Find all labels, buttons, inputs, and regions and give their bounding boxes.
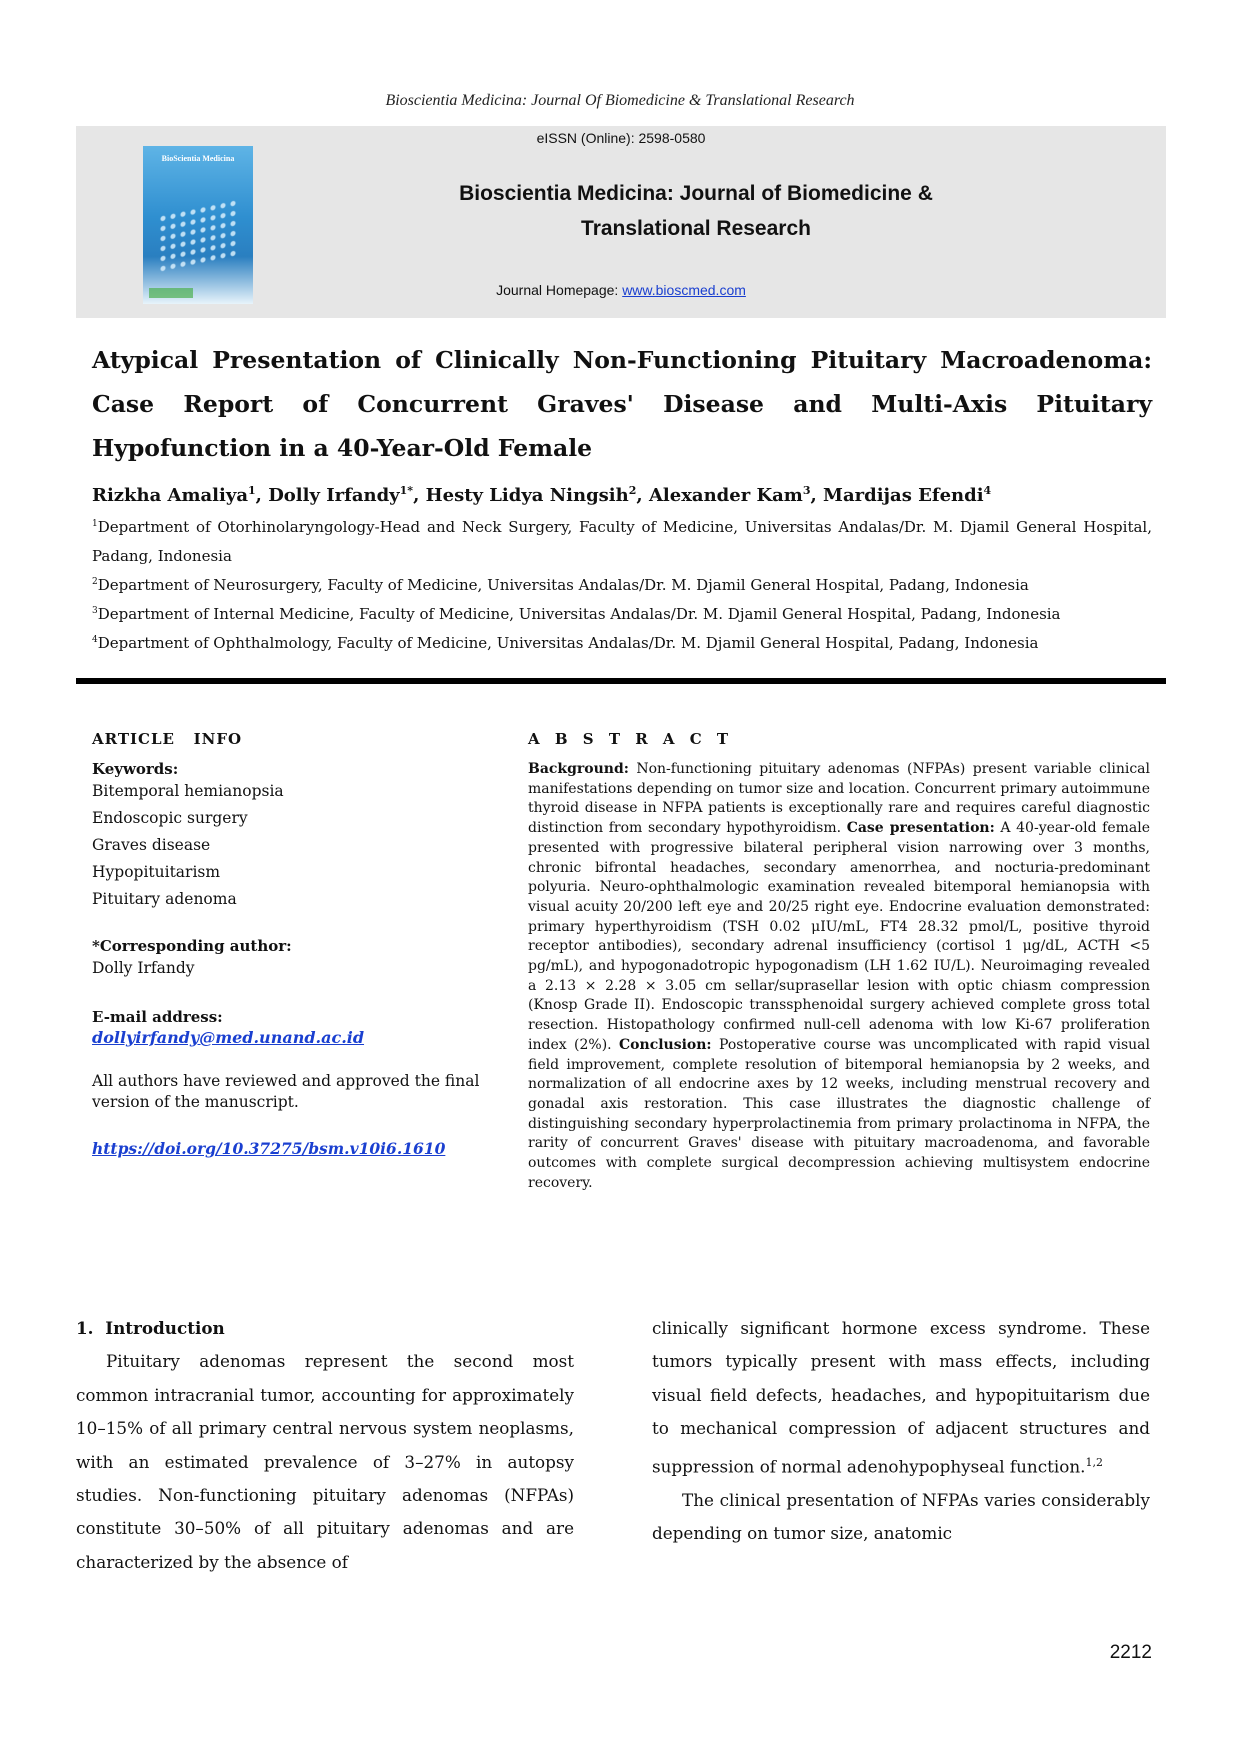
keyword-item: Pituitary adenoma bbox=[92, 890, 237, 908]
author-affiliation-marker: 2 bbox=[628, 484, 637, 497]
case-label: Case presentation: bbox=[846, 820, 995, 837]
journal-name bbox=[306, 176, 1086, 246]
cover-graphic bbox=[158, 197, 238, 274]
affiliation-4: $^4$Department of Ophthalmology, Faculty of Medicine, Universitas Andalas/Dr. M. Djamil General Hospital, Padang, Indonesia bbox=[92, 634, 1039, 652]
abstract-body bbox=[528, 760, 1150, 1193]
affiliation-3: $^3$Department of Internal Medicine, Faculty of Medicine, Universitas Andalas/Dr. M. Djamil General Hospital, Padang, Indonesia bbox=[92, 605, 1061, 623]
approval-note: All authors have reviewed and approved the final version of the manuscript. bbox=[92, 1072, 480, 1111]
author-affiliation-marker: 1 bbox=[247, 484, 256, 497]
cover-title: BioScientia Medicina bbox=[161, 154, 235, 163]
author-name: Mardijas Efendi bbox=[823, 485, 984, 506]
section-number: 1. bbox=[76, 1318, 94, 1338]
journal-banner bbox=[76, 126, 1166, 318]
keyword-item: Graves disease bbox=[92, 836, 211, 854]
eissn: eISSN (Online): 2598-0580 bbox=[536, 130, 706, 146]
journal-cover-image bbox=[143, 146, 253, 304]
author-name: Rizkha Amaliya bbox=[92, 485, 248, 506]
homepage-label: Journal Homepage: bbox=[496, 282, 623, 298]
author-affiliation-marker: 1* bbox=[399, 484, 414, 497]
article-info-heading: ARTICLE INFO bbox=[92, 730, 243, 748]
corresponding-label: *Corresponding author: bbox=[92, 937, 292, 955]
background-label: Background: bbox=[528, 761, 629, 777]
email-link[interactable]: dollyirfandy@med.unand.ac.id bbox=[92, 1028, 365, 1047]
background-text: Non-functioning pituitary adenomas (NFPAs) present variable clinical manifestations depending on tumor size and location. Concurrent primary autoimmune thyroid disease in NFPA patients is exceptionally rare and requires careful diagnostic distinction from secondary hypothyroidism. bbox=[528, 761, 1150, 837]
author-name: Alexander Kam bbox=[648, 485, 803, 506]
keyword-item: Hypopituitarism bbox=[92, 863, 221, 881]
doi-link[interactable]: https://doi.org/10.37275/bsm.v10i6.1610 bbox=[92, 1139, 446, 1158]
intro-paragraph-3: The clinical presentation of NFPAs varies considerably depending on tumor size, anatomic bbox=[652, 1489, 1150, 1544]
body-column-left bbox=[76, 1312, 574, 1579]
section-divider bbox=[76, 678, 1166, 684]
keyword-item: Bitemporal hemianopsia bbox=[92, 782, 284, 800]
keyword-list bbox=[92, 778, 492, 913]
author-name: Dolly Irfandy bbox=[268, 485, 400, 506]
section-title: Introduction bbox=[105, 1318, 225, 1338]
journal-name-line1: Bioscientia Medicina: Journal of Biomedicine & bbox=[459, 182, 933, 205]
intro-paragraph-1: Pituitary adenomas represent the second most common intracranial tumor, accounting for approximately 10–15% of all primary central nervous system neoplasms, with an estimated prevalence of 3–27% in autopsy studies. Non-functioning pituitary adenomas (NFPAs) constitute 30–50% of all pituitary adenomas and are characterized by the absence of bbox=[76, 1351, 574, 1572]
abstract bbox=[528, 730, 1150, 1193]
abstract-heading: A B S T R A C T bbox=[528, 730, 734, 748]
article-info bbox=[92, 730, 492, 1158]
affiliation-2: $^2$Department of Neurosurgery, Faculty of Medicine, Universitas Andalas/Dr. M. Djamil General Hospital, Padang, Indonesia bbox=[92, 576, 1029, 594]
page-number: 2212 bbox=[1109, 1642, 1152, 1663]
section-heading bbox=[76, 1312, 574, 1345]
body-column-right bbox=[652, 1312, 1150, 1550]
corresponding-name: Dolly Irfandy bbox=[92, 959, 195, 977]
author-affiliation-marker: 3 bbox=[802, 484, 811, 497]
conclusion-label: Conclusion: bbox=[619, 1036, 712, 1053]
journal-homepage bbox=[76, 282, 1166, 298]
running-header: Bioscientia Medicina: Journal Of Biomedicine & Translational Research bbox=[385, 92, 855, 109]
homepage-link[interactable]: www.bioscmed.com bbox=[622, 282, 746, 298]
author-list: Rizkha Amaliya$^1$, Dolly Irfandy$^{1*}$, Hesty Lidya Ningsih$^2$, Alexander Kam$^3$, Mardijas Efendi$^4$ bbox=[92, 484, 992, 506]
author-name: Hesty Lidya Ningsih bbox=[425, 485, 629, 506]
citation-refs: 1,2 bbox=[1085, 1455, 1103, 1469]
affiliation-1: $^1$Department of Otorhinolaryngology-Head and Neck Surgery, Faculty of Medicine, Universitas Andalas/Dr. M. Djamil General Hospital, Padang, Indonesia bbox=[92, 518, 1152, 565]
journal-name-line2: Translational Research bbox=[581, 217, 811, 240]
conclusion-text: Postoperative course was uncomplicated with rapid visual field improvement, complete resolution of bitemporal hemianopsia by 2 weeks, and normalization of all endocrine axes by 12 weeks, including menstrual recovery and gonadal axis restoration. This case illustrates the diagnostic challenge of distinguishing secondary hyperprolactinemia from primary prolactinoma in NFPA, the rarity of concurrent Graves' disease with pituitary macroadenoma, and favorable outcomes with complete surgical decompression achieving multisystem endocrine recovery. bbox=[528, 1036, 1150, 1191]
author-affiliation-marker: 4 bbox=[983, 484, 992, 497]
intro-paragraph-2: clinically significant hormone excess syndrome. These tumors typically present with mass effects, including visual field defects, headaches, and hypopituitarism due to mechanical compression of adjacent structures and suppression of normal adenohypophyseal function.$^{1,2}$ bbox=[652, 1318, 1150, 1477]
keyword-item: Endoscopic surgery bbox=[92, 809, 248, 827]
article-title: Atypical Presentation of Clinically Non-Functioning Pituitary Macroadenoma: Case Report of Concurrent Graves' Disease and Multi-Axis Pituitary Hypofunction in a 40-Year-Old Female bbox=[92, 346, 1152, 462]
case-text: A 40-year-old female presented with progressive bilateral peripheral vision narrowing over 3 months, chronic bifrontal headaches, secondary amenorrhea, and nocturia-predominant polyuria. Neuro-ophthalmologic examination revealed bitemporal hemianopsia with visual acuity 20/200 left eye and 20/25 right eye. Endocrine evaluation demonstrated: primary hyperthyroidism (TSH 0.02 μIU/mL, FT4 28.32 pmol/L, positive thyroid receptor antibodies), secondary adrenal insufficiency (cortisol 1 μg/dL, ACTH <5 pg/mL), and hypogonadotropic hypogonadism (LH 1.62 IU/L). Neuroimaging revealed a 2.13 × 2.28 × 3.05 cm sellar/suprasellar lesion with optic chiasm compression (Knosp Grade II). Endoscopic transsphenoidal surgery achieved complete gross total resection. Histopathology confirmed null-cell adenoma with low Ki-67 proliferation index (2%). bbox=[528, 820, 1150, 1053]
keywords-label: Keywords: bbox=[92, 760, 179, 778]
email-label: E-mail address: bbox=[92, 1008, 223, 1026]
